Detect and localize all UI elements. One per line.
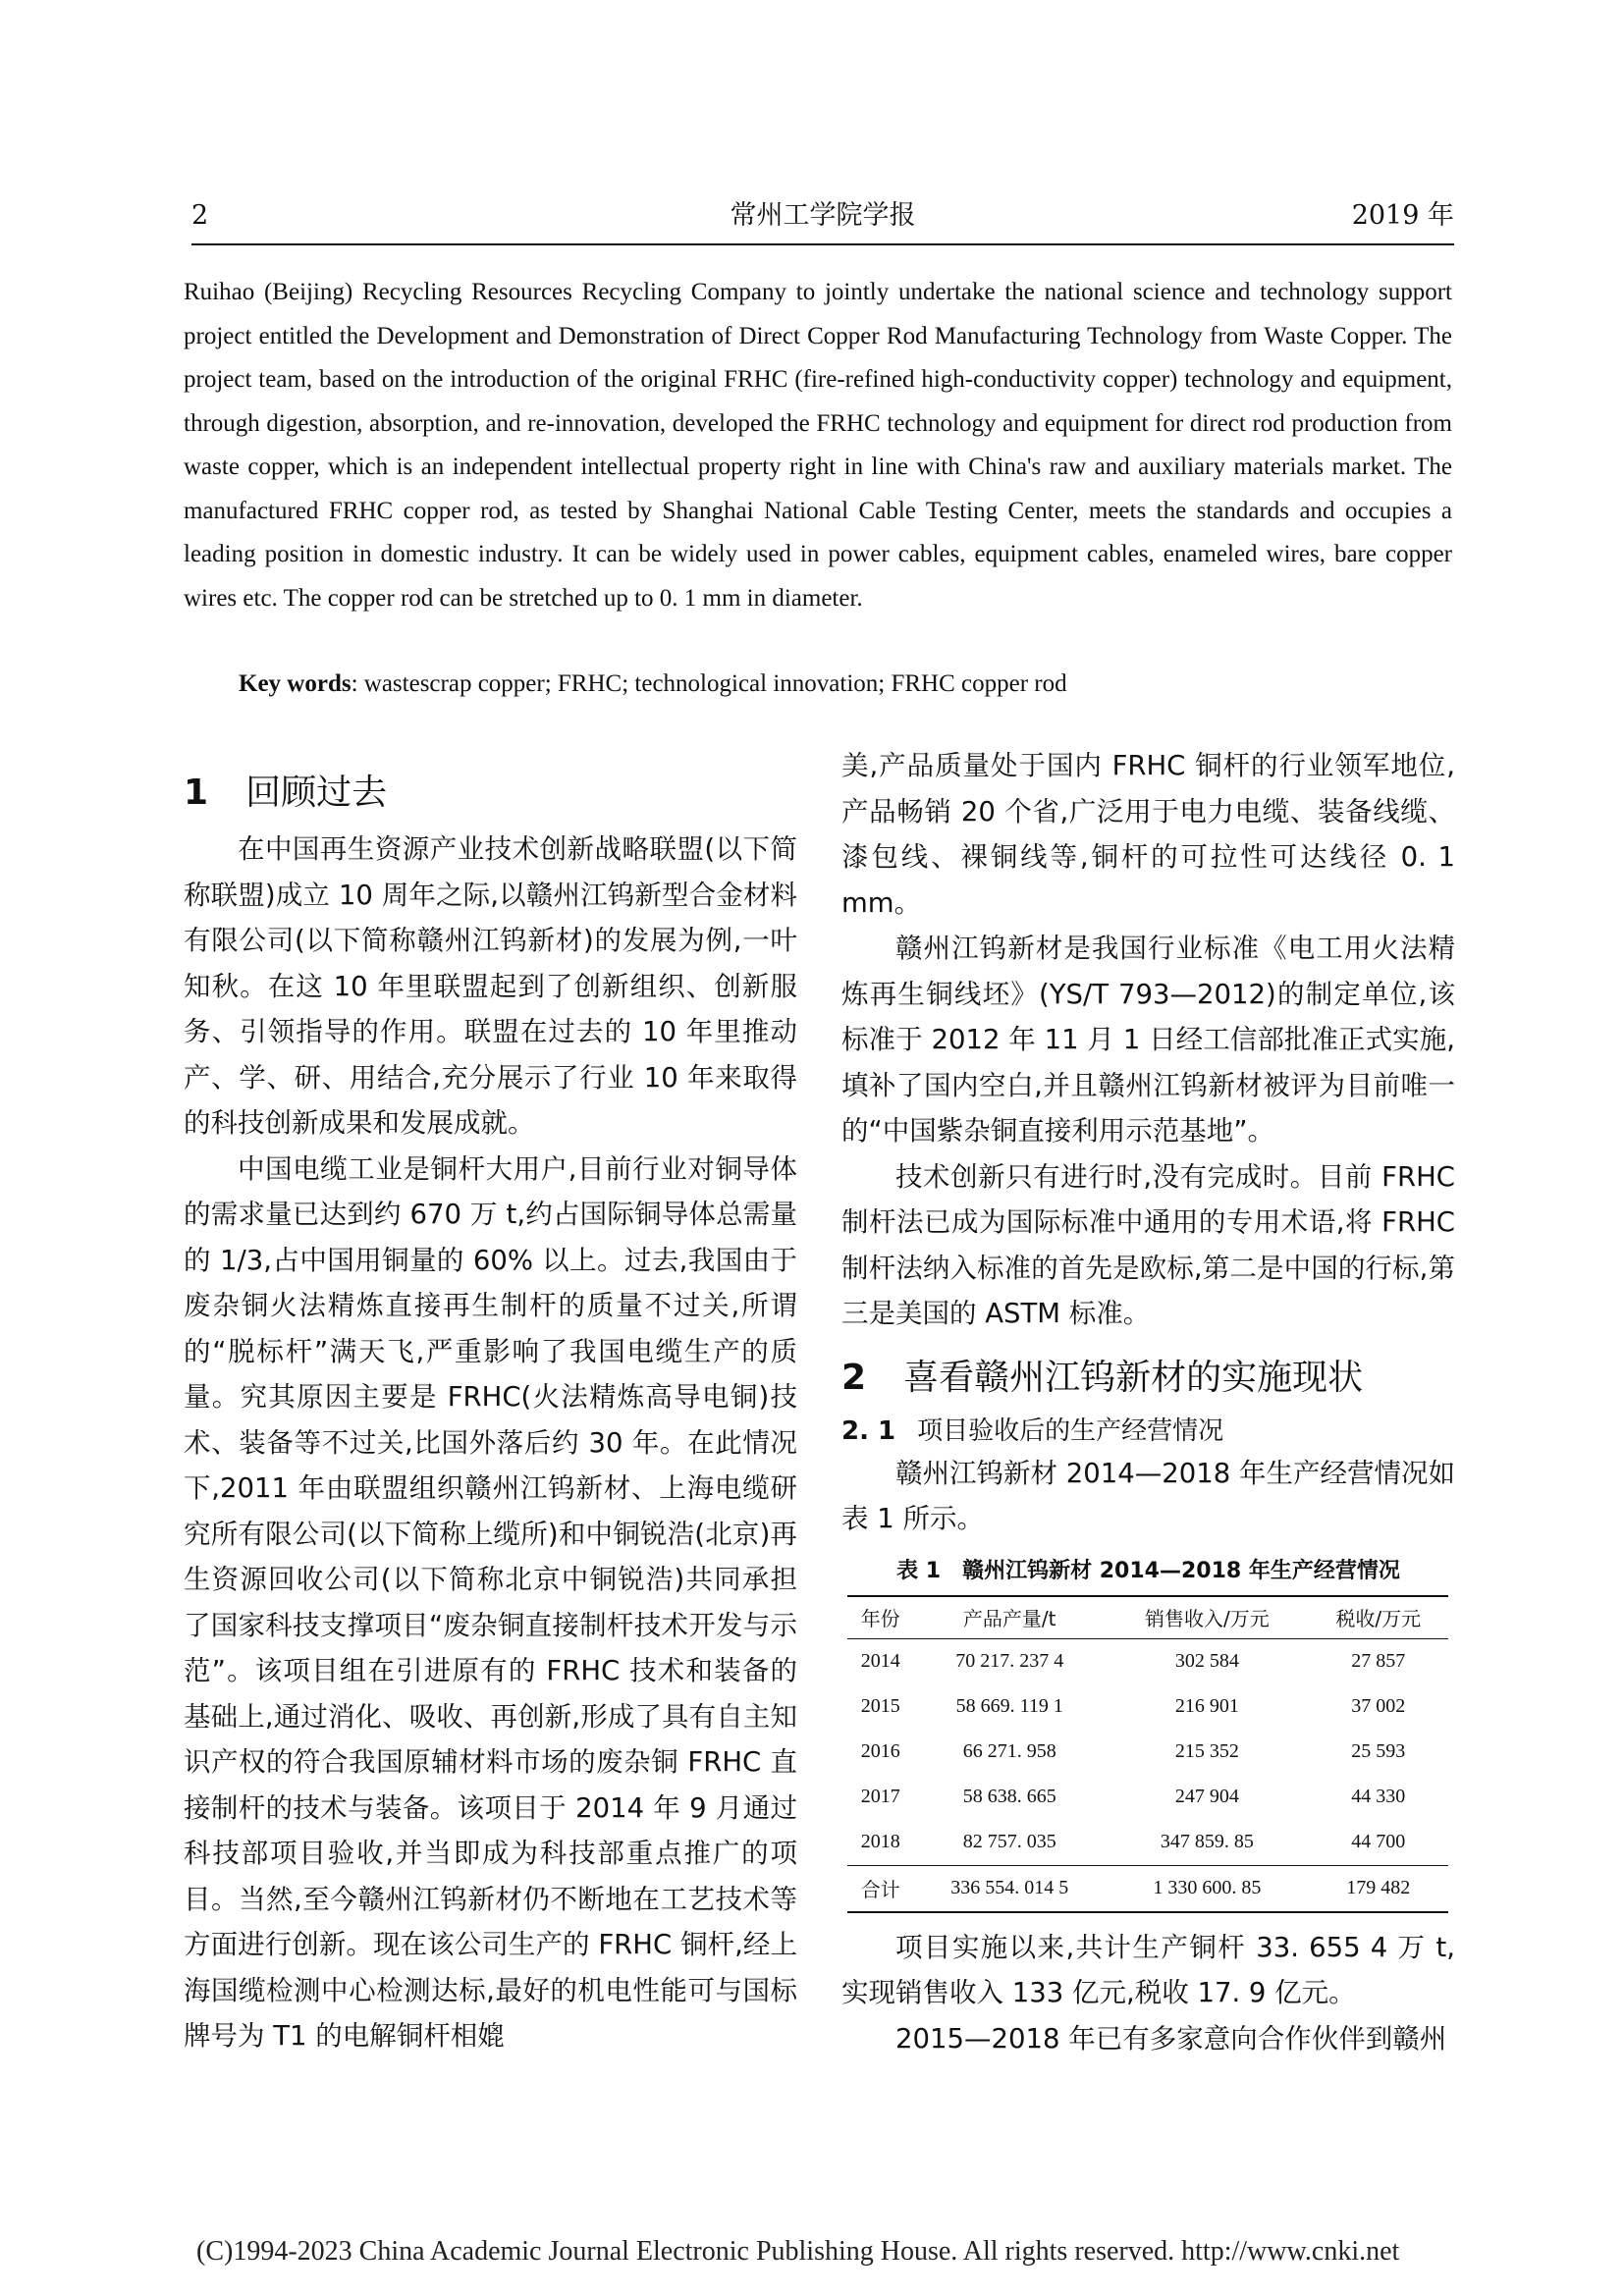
table-cell: 2016 — [860, 1740, 900, 1762]
table-cell: 215 352 — [1174, 1740, 1239, 1762]
table-cell: 2018 — [860, 1831, 900, 1852]
table-row — [847, 1684, 1448, 1730]
table-total-tax: 179 482 — [1309, 1865, 1448, 1912]
section-2-number: 2 — [841, 1357, 867, 1398]
table-row — [847, 1730, 1448, 1775]
table-header-sales: 销售收入/万元 — [1106, 1596, 1309, 1639]
table-cell: 25 593 — [1351, 1740, 1406, 1762]
section-2-1-summary: 项目实施以来,共计生产铜杆 33. 655 4 万 t,实现销售收入 133 亿元,税收 17. 9 亿元。 — [841, 1931, 1455, 2008]
table-cell: 70 217. 237 4 — [955, 1650, 1064, 1672]
section-1-paragraph-4: 技术创新只有进行时,没有完成时。目前 FRHC 制杆法已成为国际标准中通用的专用术语,将 FRHC 制杆法纳入标准的首先是欧标,第二是中国的行标,第三是美国的 ASTM 标准。 — [841, 1160, 1455, 1329]
section-1-continuation: 美,产品质量处于国内 FRHC 铜杆的行业领军地位,产品畅销 20 个省,广泛用于电力电缆、装备线缆、漆包线、裸铜线等,铜杆的可拉性可达线径 0. 1 mm。 — [841, 750, 1455, 919]
table-total-output: 336 554. 014 5 — [913, 1865, 1106, 1912]
table-cell: 58 638. 665 — [962, 1786, 1056, 1807]
copyright-footer: (C)1994-2023 China Academic Journal Electronic Publishing House. All rights reserved. http://www.cnki.net — [196, 2236, 1400, 2267]
table-1-caption: 表 1 赣州江钨新材 2014—2018 年生产经营情况 — [896, 1558, 1400, 1583]
publication-year: 2019 年 — [1351, 200, 1454, 231]
section-2-1-next: 2015—2018 年已有多家意向合作伙伴到赣州 — [895, 2022, 1447, 2055]
table-1 — [847, 1595, 1448, 1913]
section-1-paragraph-1: 在中国再生资源产业技术创新战略联盟(以下简称联盟)成立 10 周年之际,以赣州江钨新型合金材料有限公司(以下简称赣州江钨新材)的发展为例,一叶知秋。在这 10 年里联盟起到了创新组织、创新服务、引领指导的作用。联盟在过去的 10 年里推动产、学、研、用结合,充分展示了行业 10 年来取得的科技创新成果和发展成就。 — [184, 833, 797, 1139]
section-1-paragraph-2: 中国电缆工业是铜杆大用户,目前行业对铜导体的需求量已达到约 670 万 t,约占国际铜导体总需量的 1/3,占中国用铜量的 60% 以上。过去,我国由于废杂铜火法精炼直接再生制杆的质量不过关,所谓的“脱标杆”满天飞,严重影响了我国电缆生产的质量。究其原因主要是 FRHC(火法精炼高导电铜)技术、装备等不过关,比国外落后约 30 年。在此情况下,2011 年由联盟组织赣州江钨新材、上海电缆研究所有限公司(以下简称上缆所)和中铜锐浩(北京)再生资源回收公司(以下简称北京中铜锐浩)共同承担了国家科技支撑项目“废杂铜直接制杆技术开发与示范”。该项目组在引进原有的 FRHC 技术和装备的基础上,通过消化、吸收、再创新,形成了具有自主知识产权的符合我国原辅材料市场的废杂铜 FRHC 直接制杆的技术与装备。该项目于 2014 年 9 月通过科技部项目验收,并当即成为科技部重点推广的项目。当然,至今赣州江钨新材仍不断地在工艺技术等方面进行创新。现在该公司生产的 FRHC 铜杆,经上海国缆检测中心检测达标,最好的机电性能可与国标牌号为 T1 的电解铜杆相媲 — [184, 1152, 797, 2052]
section-2-title: 喜看赣州江钨新材的实施现状 — [903, 1357, 1364, 1398]
keywords — [239, 663, 1456, 706]
table-row — [847, 1820, 1448, 1866]
table-cell: 66 271. 958 — [962, 1740, 1056, 1762]
table-row — [847, 1638, 1448, 1684]
table-row — [847, 1775, 1448, 1820]
table-total-row — [847, 1865, 1448, 1912]
section-1-paragraph-3: 赣州江钨新材是我国行业标准《电工用火法精炼再生铜线坯》(YS/T 793—2012)的制定单位,该标准于 2012 年 11 月 1 日经工信部批准正式实施,填补了国内空白,并且赣州江钨新材被评为目前唯一的“中国紫杂铜直接利用示范基地”。 — [841, 933, 1455, 1147]
english-abstract: Ruihao (Beijing) Recycling Resources Recycling Company to jointly undertake the national science and technology support project entitled the Development and Demonstration of Direct Copper Rod Manufacturing Technology from Waste Copper. The project team, based on the introduction of the original FRHC (fire-refined high-conductivity copper) technology and equipment, through digestion, absorption, and re-innovation, developed the FRHC technology and equipment for direct rod production from waste copper, which is an independent intellectual property right in line with China's raw and auxiliary materials market. The manufactured FRHC copper rod, as tested by Shanghai National Cable Testing Center, meets the standards and occupies a leading position in domestic industry. It can be widely used in power cables, equipment cables, enameled wires, bare copper wires etc. The copper rod can be stretched up to 0. 1 mm in diameter. — [184, 279, 1452, 612]
table-cell: 82 757. 035 — [962, 1831, 1056, 1852]
table-header-output: 产品产量/t — [913, 1596, 1106, 1639]
table-header-row — [847, 1596, 1448, 1639]
table-cell: 27 857 — [1351, 1650, 1406, 1672]
table-cell: 44 700 — [1351, 1831, 1406, 1852]
left-column — [184, 766, 797, 2059]
table-header-year: 年份 — [847, 1596, 913, 1639]
section-2-1-title: 项目验收后的生产经营情况 — [917, 1415, 1224, 1446]
table-header-tax: 税收/万元 — [1309, 1596, 1448, 1639]
table-cell: 247 904 — [1174, 1786, 1239, 1807]
table-cell: 216 901 — [1174, 1695, 1239, 1717]
table-cell: 302 584 — [1174, 1650, 1239, 1672]
table-total-sales: 1 330 600. 85 — [1106, 1865, 1309, 1912]
section-1-number: 1 — [184, 773, 209, 813]
page-header — [191, 194, 1454, 238]
section-1-title: 回顾过去 — [245, 773, 388, 813]
header-rule — [191, 243, 1454, 245]
section-2-1-intro: 赣州江钨新材 2014—2018 年生产经营情况如表 1 所示。 — [841, 1457, 1455, 1534]
section-2-1-number: 2. 1 — [841, 1415, 896, 1446]
section-2-1-heading — [841, 1412, 1455, 1451]
table-cell: 2017 — [860, 1786, 900, 1807]
page-number: 2 — [191, 200, 209, 231]
section-2-heading — [841, 1351, 1455, 1406]
table-cell: 37 002 — [1351, 1695, 1406, 1717]
keywords-text: : wastescrap copper; FRHC; technological innovation; FRHC copper rod — [351, 670, 1067, 697]
table-cell: 44 330 — [1351, 1786, 1406, 1807]
keywords-label: Key words — [239, 670, 352, 697]
table-cell: 2015 — [860, 1695, 900, 1717]
table-cell: 2014 — [860, 1650, 900, 1672]
section-1-heading — [184, 766, 797, 821]
table-total-label: 合计 — [847, 1865, 913, 1912]
table-cell: 347 859. 85 — [1160, 1831, 1254, 1852]
table-cell: 58 669. 119 1 — [955, 1695, 1063, 1717]
right-column — [841, 743, 1455, 2061]
journal-title: 常州工学院学报 — [730, 200, 916, 231]
